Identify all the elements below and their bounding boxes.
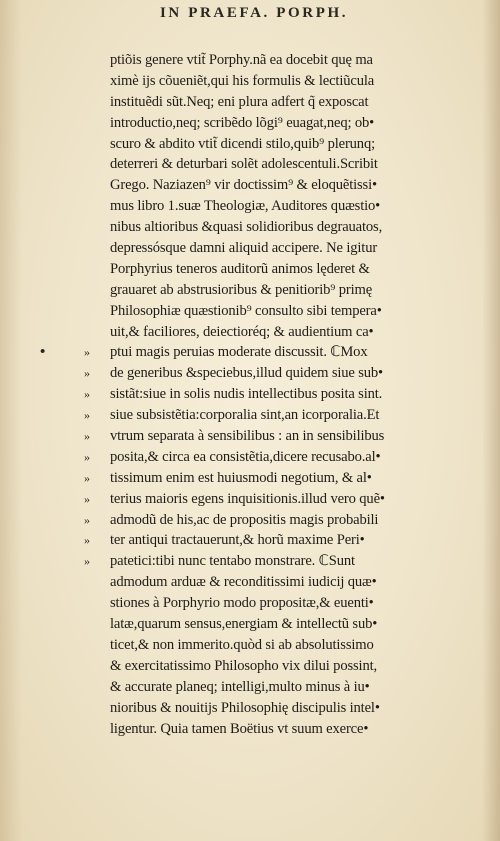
text-line: [110, 134, 478, 155]
text-line: [84, 551, 478, 572]
text-line: [84, 489, 478, 510]
text-line: [84, 510, 478, 531]
text-line: [84, 426, 478, 447]
quote-marker: »: [84, 470, 90, 485]
line-text: ptui magis peruias moderate discussit. ℂMox: [110, 344, 368, 361]
text-line: [110, 175, 478, 196]
line-text: vtrum separata à sensibilibus : an in sensibilibus: [110, 428, 385, 445]
text-line: [84, 468, 478, 489]
text-line: [110, 71, 478, 92]
text-line: [110, 259, 478, 280]
line-text: Porphyrius teneros auditorũ animos lęderet &: [110, 260, 370, 277]
line-text: de generibus &speciebus,illud quidem siue sub•: [110, 365, 384, 382]
text-line: [84, 363, 478, 384]
quote-marker: »: [84, 429, 90, 444]
text-line: [110, 50, 478, 71]
line-text: nibus altioribus &quasi solidioribus degrauatos,: [110, 219, 383, 236]
line-text: ximè ijs cõueniẽt,qui his formulis & lectiũcula: [110, 72, 375, 89]
line-text: ticet,& non immerito.quòd si ab absolutissimo: [110, 636, 374, 653]
line-text: Philosophiæ quæstionib⁹ consulto sibi tempera•: [110, 302, 382, 319]
text-line: [84, 530, 478, 551]
text-line: [110, 217, 478, 238]
text-line: [110, 719, 478, 740]
text-line: [110, 92, 478, 113]
text-line: [110, 280, 478, 301]
line-text: latæ,quarum sensus,energiam & intellectũ sub•: [110, 616, 378, 633]
text-line: [110, 196, 478, 217]
text-line: [110, 614, 478, 635]
line-text: siue subsistẽtia:corporalia sint,an icorporalia.Et: [110, 407, 380, 424]
text-line: [110, 593, 478, 614]
text-line: [110, 698, 478, 719]
quote-marker: »: [84, 345, 90, 360]
running-head: IN PRAEFA. PORPH.: [160, 5, 349, 21]
quote-marker: »: [84, 366, 90, 381]
text-line: [110, 154, 478, 175]
line-text: & exercitatissimo Philosopho vix dilui possint,: [110, 657, 377, 674]
text-line: [110, 113, 478, 134]
line-text: Grego. Naziazen⁹ vir doctissim⁹ & eloquẽtissi•: [110, 177, 377, 194]
line-text: ptiõis genere vtit̃ Porphy.nã ea docebit quę ma: [110, 52, 373, 68]
line-text: admodũ de his,ac de propositis magis probabili: [110, 511, 379, 528]
line-text: ligentur. Quia tamen Boëtius vt suum exerce•: [110, 720, 369, 737]
quote-marker: »: [84, 491, 90, 506]
line-text: sistãt:siue in solis nudis intellectibus posita sint.: [110, 386, 383, 403]
text-line: [110, 677, 478, 698]
line-text: nioribus & nouitijs Philosophię discipulis intel•: [110, 699, 380, 716]
text-line: [110, 301, 478, 322]
line-text: & accurate planeq; intelligi,multo minus à iu•: [110, 678, 370, 695]
line-text: scuro & abdito vtit̃ dicendi stilo,quib⁹ plerunq;: [110, 135, 376, 152]
line-text: tissimum enim est huiusmodi negotium, & al•: [110, 469, 372, 486]
text-line: [110, 322, 478, 343]
quote-marker: »: [84, 449, 90, 464]
text-line: [110, 238, 478, 259]
quote-marker: »: [84, 554, 90, 569]
line-text: mus libro 1.suæ Theologiæ, Auditores quæstio•: [110, 198, 381, 215]
text-line: [84, 384, 478, 405]
text-line: [110, 635, 478, 656]
line-text: patetici:tibi nunc tentabo monstrare. ℂSunt: [110, 553, 355, 570]
line-text: depressósque damni aliquid accipere. Ne igitur: [110, 240, 378, 257]
text-line: [84, 447, 478, 468]
line-text: terius maioris egens inquisitionis.illud vero quẽ•: [110, 490, 385, 507]
quote-marker: »: [84, 387, 90, 402]
line-text: uit,& faciliores, deiectioréq; & audientium ca•: [110, 323, 374, 340]
quote-marker: »: [84, 533, 90, 548]
quote-marker: »: [84, 408, 90, 423]
line-text: instituẽdi sũt.Neq; eni plura adfert q̃ exposcat: [110, 93, 369, 110]
line-text: admodum arduæ & reconditissimi iudicij quæ•: [110, 574, 377, 591]
body-text: [40, 50, 478, 739]
line-text: posita,& circa ea consistẽtia,dicere recusabo.al•: [110, 448, 381, 465]
text-line: [110, 656, 478, 677]
quote-marker: »: [84, 512, 90, 527]
line-text: ter antiqui tractauerunt,& horũ maxime Peri•: [110, 532, 365, 549]
text-line: [40, 342, 478, 363]
text-line: [84, 405, 478, 426]
line-text: grauaret ab abstrusioribus & penitiorib⁹ primę: [110, 281, 373, 298]
marginal-dot: •: [40, 344, 46, 361]
text-line: [110, 572, 478, 593]
line-text: stiones à Porphyrio modo propositæ,& euenti•: [110, 595, 374, 612]
line-text: deterreri & deturbari solẽt adolescentuli.Scribit: [110, 156, 378, 173]
line-text: introductio,neq; scribẽdo lõgi⁹ euagat,neq; ob•: [110, 114, 375, 131]
